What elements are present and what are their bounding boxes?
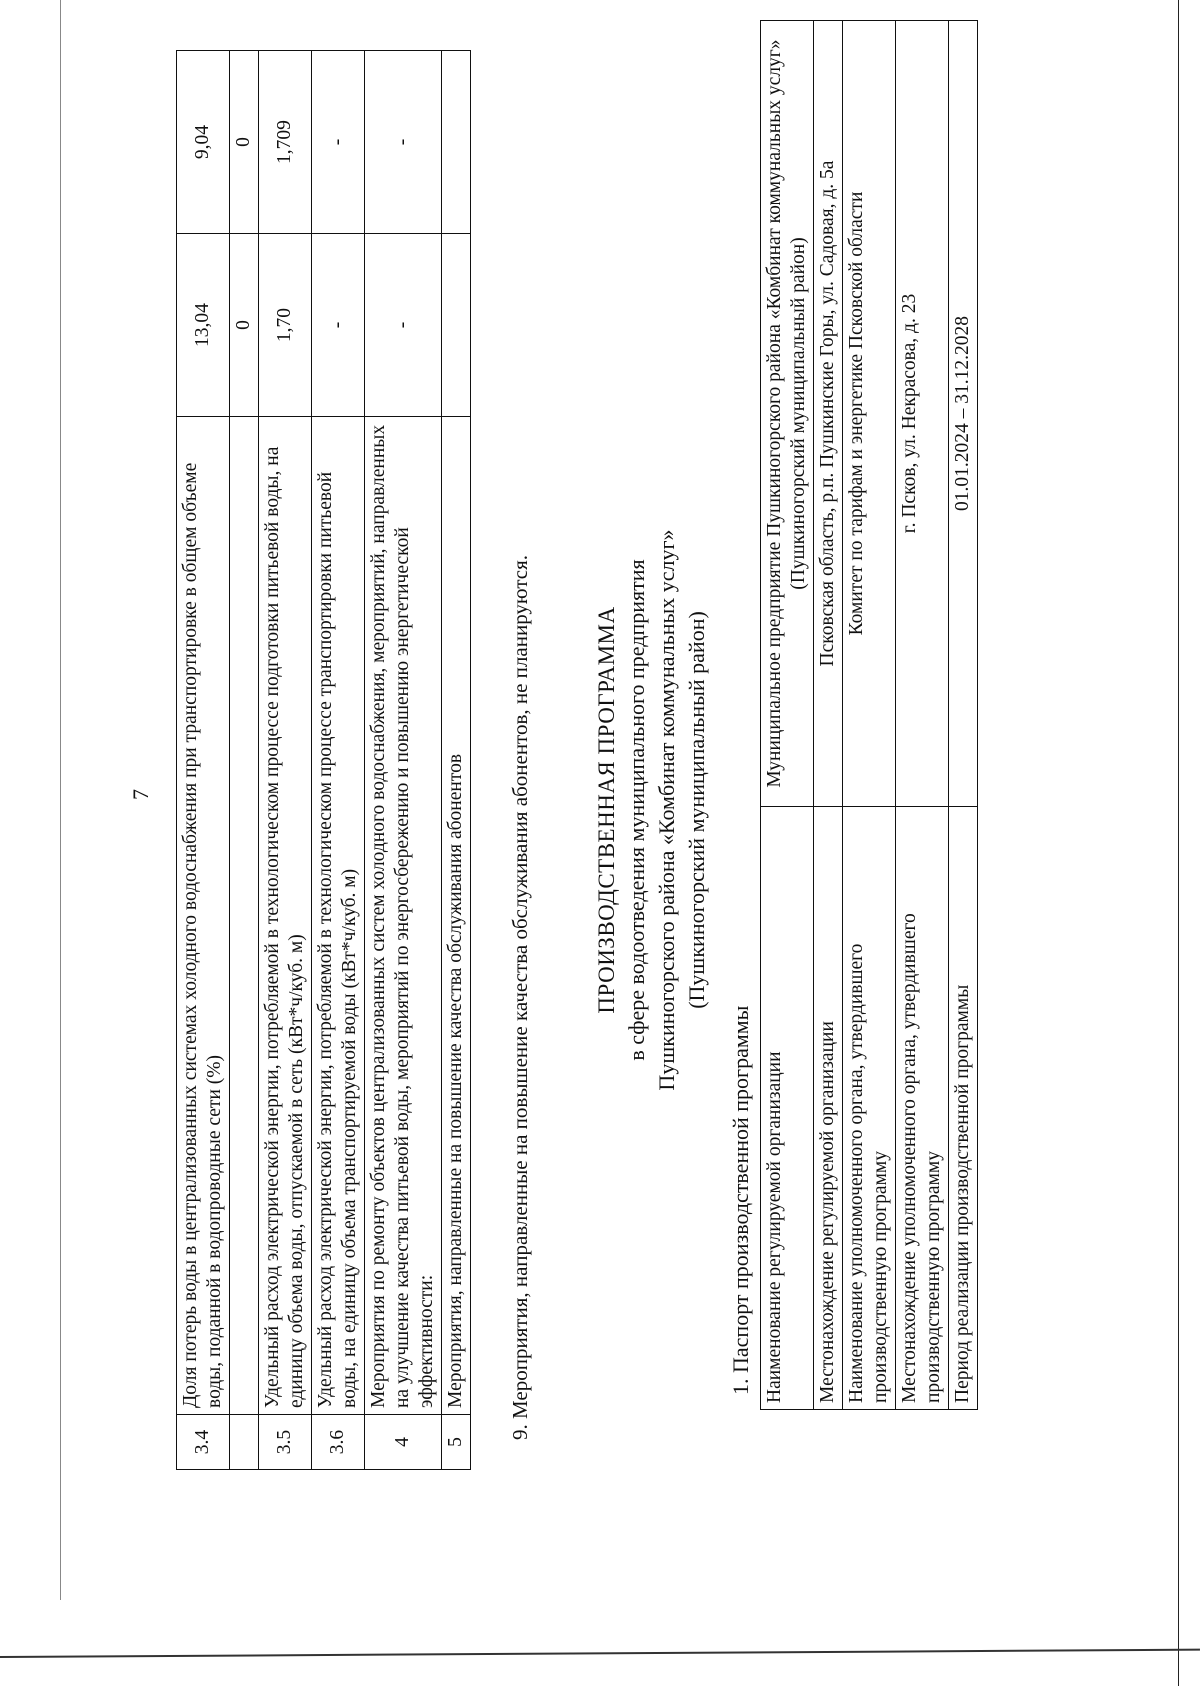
table-row bbox=[896, 21, 949, 1410]
passport-value: Комитет по тарифам и энергетике Псковской области bbox=[843, 21, 896, 807]
table-row bbox=[761, 21, 814, 1410]
program-subtitle-2: Пушкиногорского района «Комбинат коммунальных услуг» bbox=[654, 529, 679, 1091]
row-value-1 bbox=[442, 234, 471, 417]
passport-title: 1. Паспорт производственной программы bbox=[728, 1005, 753, 1395]
passport-label: Местонахождение регулируемой организации bbox=[814, 807, 843, 1410]
program-title: ПРОИЗВОДСТВЕННАЯ ПРОГРАММА bbox=[594, 606, 619, 1014]
passport-label: Наименование уполномоченного органа, утвердившего производственную программу bbox=[843, 807, 896, 1410]
scan-edge-bottom bbox=[0, 1649, 1200, 1658]
rotated-document-page bbox=[28, 0, 1158, 1590]
passport-value: г. Псков, ул. Некрасова, д. 23 bbox=[896, 21, 949, 807]
row-text: Мероприятия по ремонту объектов централизованных систем холодного водоснабжения, мероприятий, направленных на улучшение качества питьевой воды, мероприятий по энергосбережению и повышению энергетической эффективности: bbox=[365, 417, 442, 1415]
passport-label: Период реализации производственной программы bbox=[949, 807, 978, 1410]
table-row bbox=[230, 51, 259, 1470]
row-number bbox=[230, 1415, 259, 1470]
row-text: Доля потерь воды в централизованных системах холодного водоснабжения при транспортировке в общем объеме воды, поданной в водопроводные сети (%) bbox=[177, 417, 230, 1415]
row-number: 5 bbox=[442, 1415, 471, 1470]
passport-value: Муниципальное предприятие Пушкиногорского района «Комбинат коммунальных услуг» (Пушкиногорский муниципальный район) bbox=[761, 21, 814, 807]
table-row bbox=[814, 21, 843, 1410]
row-number: 4 bbox=[365, 1415, 442, 1470]
table-row bbox=[442, 51, 471, 1470]
row-text: Мероприятия, направленные на повышение качества обслуживания абонентов bbox=[442, 417, 471, 1415]
row-value-1: 0 bbox=[230, 234, 259, 417]
indicators-table bbox=[176, 50, 471, 1470]
table-row bbox=[949, 21, 978, 1410]
program-subtitle-3: (Пушкиногорский муниципальный район) bbox=[684, 611, 709, 1009]
row-value-1: - bbox=[365, 234, 442, 417]
row-text: Удельный расход электрической энергии, потребляемой в технологическом процессе подготовки питьевой воды, на единицу объема воды, отпускаемой в сеть (кВт*ч/куб. м) bbox=[259, 417, 312, 1415]
row-value-1: 13,04 bbox=[177, 234, 230, 417]
table-row bbox=[843, 21, 896, 1410]
passport-label: Местонахождение уполномоченного органа, утвердившего производственную программу bbox=[896, 807, 949, 1410]
passport-table bbox=[760, 20, 978, 1410]
program-subtitle-1: в сфере водоотведения муниципального предприятия bbox=[624, 559, 649, 1061]
row-value-2: - bbox=[312, 51, 365, 234]
row-value-2 bbox=[442, 51, 471, 234]
row-number: 3.6 bbox=[312, 1415, 365, 1470]
scan-edge-right bbox=[1178, 0, 1179, 1686]
table-row bbox=[259, 51, 312, 1470]
passport-value: 01.01.2024 – 31.12.2028 bbox=[949, 21, 978, 807]
row-value-2: 9,04 bbox=[177, 51, 230, 234]
table-row bbox=[177, 51, 230, 1470]
row-number: 3.4 bbox=[177, 1415, 230, 1470]
row-value-2: 0 bbox=[230, 51, 259, 234]
row-number: 3.5 bbox=[259, 1415, 312, 1470]
row-text: Удельный расход электрической энергии, потребляемой в технологическом процессе транспортировки питьевой воды, на единицу объема транспортируемой воды (кВт*ч/куб. м) bbox=[312, 417, 365, 1415]
row-value-2: 1,709 bbox=[259, 51, 312, 234]
page-number: 7 bbox=[128, 789, 153, 800]
passport-value: Псковская область, р.п. Пушкинские Горы, ул. Садовая, д. 5а bbox=[814, 21, 843, 807]
passport-label: Наименование регулируемой организации bbox=[761, 807, 814, 1410]
row-value-1: 1,70 bbox=[259, 234, 312, 417]
table-row bbox=[365, 51, 442, 1470]
row-text bbox=[230, 417, 259, 1415]
row-value-2: - bbox=[365, 51, 442, 234]
row-value-1: - bbox=[312, 234, 365, 417]
table-row bbox=[312, 51, 365, 1470]
section-9-note: 9. Мероприятия, направленные на повышение качества обслуживания абонентов, не планируются. bbox=[508, 555, 532, 1440]
